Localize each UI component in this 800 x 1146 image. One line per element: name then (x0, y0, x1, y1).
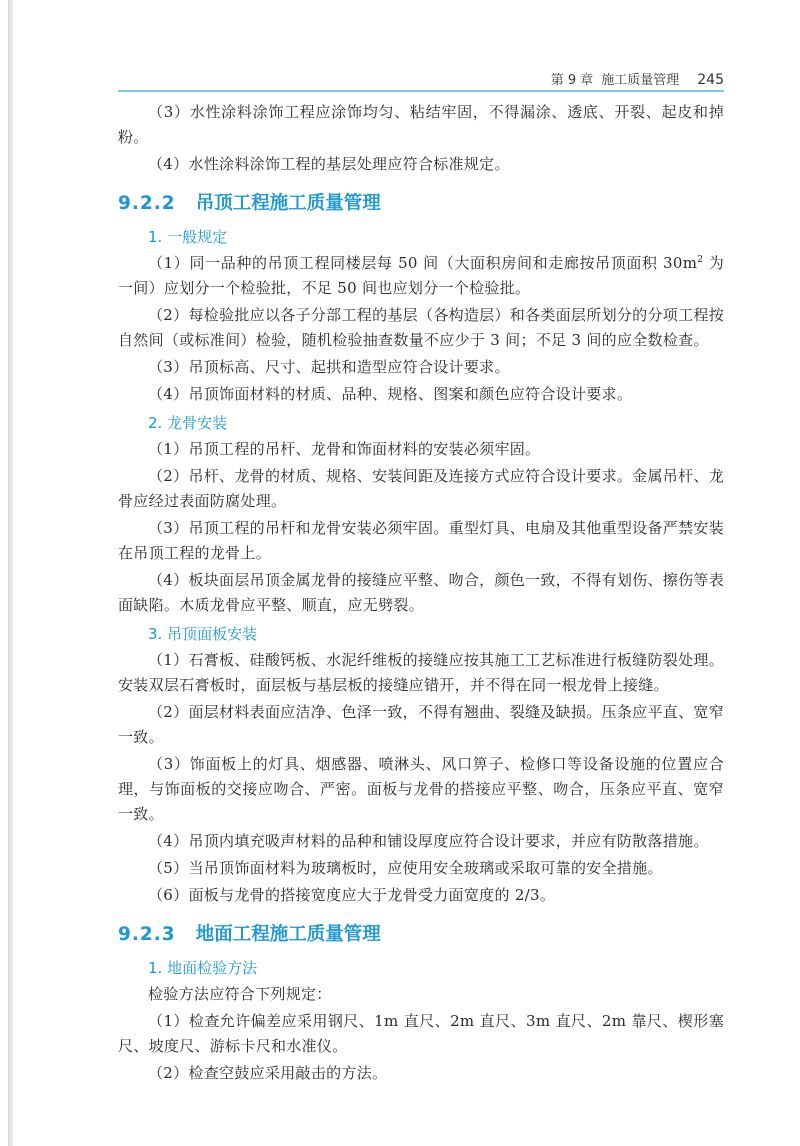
paragraph: （1）石膏板、硅酸钙板、水泥纤维板的接缝应按其施工工艺标准进行板缝防裂处理。安装双层石膏板时，面层板与基层板的接缝应错开，并不得在同一根龙骨上接缝。 (118, 651, 724, 694)
section-number: 9.2.3 (118, 924, 176, 945)
paragraph: 检验方法应符合下列规定： (148, 985, 332, 1003)
subsection-heading: 3. 吊顶面板安装 (148, 625, 258, 643)
header-title: 施工质量管理 (601, 73, 680, 88)
section-heading-9-2-3 (118, 920, 724, 946)
section-title: 地面工程施工质量管理 (195, 924, 381, 945)
paragraph: （6）面板与龙骨的搭接宽度应大于龙骨受力面宽度的 2/3。 (148, 886, 556, 904)
header-rule (118, 90, 724, 92)
paragraph: （4）板块面层吊顶金属龙骨的接缝应平整、吻合，颜色一致，不得有划伤、擦伤等表面缺陷。木质龙骨应平整、顺直，应无劈裂。 (118, 571, 724, 614)
paragraph (118, 251, 724, 301)
paragraph: （3）饰面板上的灯具、烟感器、喷淋头、风口箅子、检修口等设备设施的位置应合理，与饰面板的交接应吻合、严密。面板与龙骨的搭接应平整、吻合，压条应平直、宽窄一致。 (118, 755, 724, 823)
header-chapter: 第 9 章 (550, 73, 594, 88)
running-header (118, 66, 724, 88)
paragraph: （2）吊杆、龙骨的材质、规格、安装间距及连接方式应符合设计要求。金属吊杆、龙骨应经过表面防腐处理。 (118, 467, 724, 510)
section-heading-9-2-2 (118, 189, 724, 215)
section-number: 9.2.2 (118, 193, 176, 214)
paragraph-text: 为一间）应划分一个检验批，不足 50 间也应划分一个检验批。 (118, 254, 724, 297)
page-number: 245 (697, 72, 724, 88)
paragraph: （2）面层材料表面应洁净、色泽一致，不得有翘曲、裂缝及缺损。压条应平直、宽窄一致。 (118, 703, 724, 746)
paragraph: （3）吊顶工程的吊杆和龙骨安装必须牢固。重型灯具、电扇及其他重型设备严禁安装在吊顶工程的龙骨上。 (118, 519, 724, 562)
page-binding-edge (8, 0, 13, 1146)
subsection-heading: 1. 地面检验方法 (148, 959, 258, 977)
subsection-heading: 1. 一般规定 (148, 228, 228, 246)
paragraph: （2）每检验批应以各子分部工程的基层（各构造层）和各类面层所划分的分项工程按自然间（或标准间）检验，随机检验抽查数量不应少于 3 间；不足 3 间的应全数检查。 (118, 306, 724, 349)
paragraph-text: （1）同一品种的吊顶工程同楼层每 50 间（大面积房间和走廊按吊顶面积 30m (148, 254, 698, 272)
superscript: 2 (697, 255, 704, 265)
section-title: 吊顶工程施工质量管理 (195, 193, 381, 214)
paragraph: （3）吊顶标高、尺寸、起拱和造型应符合设计要求。 (148, 358, 510, 376)
paragraph: （3）水性涂料涂饰工程应涂饰均匀、粘结牢固，不得漏涂、透底、开裂、起皮和掉粉。 (118, 103, 724, 146)
paragraph: （1）吊顶工程的吊杆、龙骨和饰面材料的安装必须牢固。 (148, 440, 541, 458)
subsection-heading: 2. 龙骨安装 (148, 414, 228, 432)
paragraph: （4）水性涂料涂饰工程的基层处理应符合标准规定。 (148, 155, 510, 173)
paragraph: （5）当吊顶饰面材料为玻璃板时，应使用安全玻璃或采取可靠的安全措施。 (148, 859, 663, 877)
paragraph: （1）检查允许偏差应采用钢尺、1m 直尺、2m 直尺、3m 直尺、2m 靠尺、楔形塞尺、坡度尺、游标卡尺和水准仪。 (118, 1012, 724, 1055)
paragraph: （4）吊顶饰面材料的材质、品种、规格、图案和颜色应符合设计要求。 (148, 385, 633, 403)
paragraph: （4）吊顶内填充吸声材料的品种和铺设厚度应符合设计要求，并应有防散落措施。 (148, 832, 709, 850)
page-body (118, 100, 724, 1086)
paragraph: （2）检查空鼓应采用敲击的方法。 (148, 1064, 388, 1082)
